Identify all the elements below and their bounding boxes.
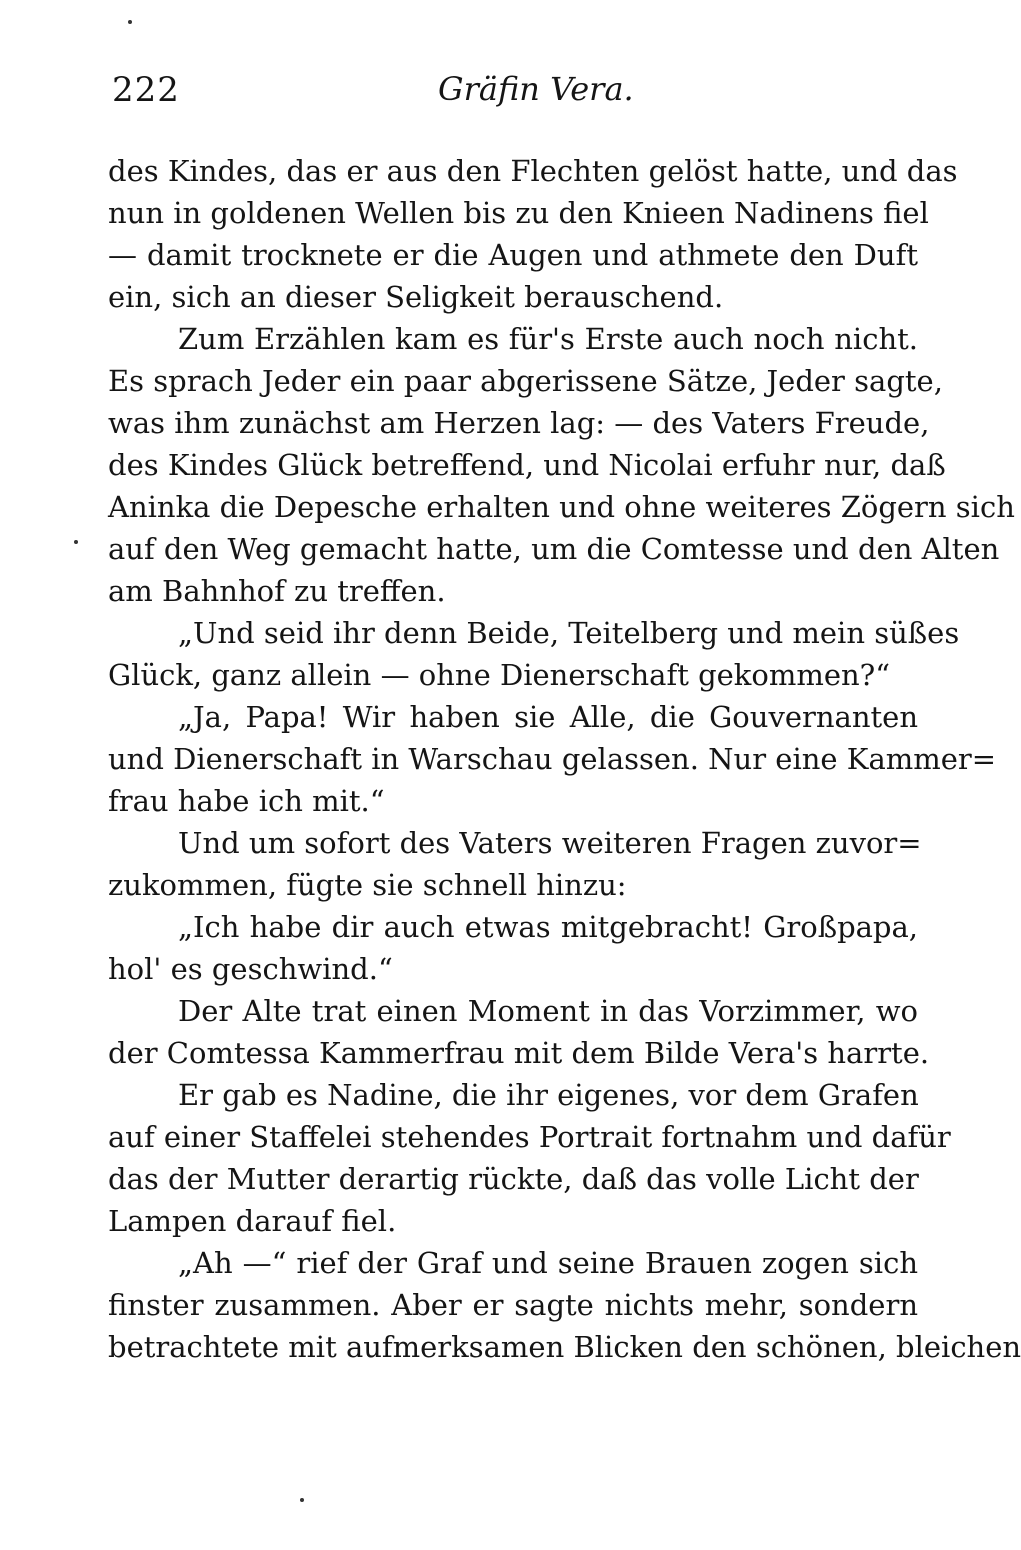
text-line: das der Mutter derartig rückte, daß das volle Licht der bbox=[108, 1162, 919, 1196]
text-line: am Bahnhof zu treffen. bbox=[108, 574, 446, 608]
text-line: Der Alte trat einen Moment in das Vorzimmer, wo bbox=[178, 994, 918, 1028]
paper-speck bbox=[300, 1498, 304, 1502]
page-header bbox=[108, 64, 918, 114]
paper-speck bbox=[128, 20, 132, 24]
text-line: Zum Erzählen kam es für's Erste auch noch nicht. bbox=[178, 322, 918, 356]
text-line: auf den Weg gemacht hatte, um die Comtesse und den Alten bbox=[108, 532, 1000, 566]
text-line: zukommen, fügte sie schnell hinzu: bbox=[108, 868, 627, 902]
text-line: betrachtete mit aufmerksamen Blicken den schönen, bleichen bbox=[108, 1330, 1021, 1364]
text-line: Glück, ganz allein — ohne Dienerschaft gekommen?“ bbox=[108, 658, 891, 692]
body-text bbox=[108, 150, 1021, 1368]
paper-speck bbox=[74, 540, 78, 544]
page-number: 222 bbox=[112, 70, 180, 110]
running-title: Gräfin Vera. bbox=[438, 70, 634, 108]
text-line: Und um sofort des Vaters weiteren Fragen zuvor= bbox=[178, 826, 922, 860]
text-line: des Kindes, das er aus den Flechten gelöst hatte, und das bbox=[108, 154, 958, 188]
text-line: der Comtessa Kammerfrau mit dem Bilde Vera's harrte. bbox=[108, 1036, 930, 1070]
text-line: nun in goldenen Wellen bis zu den Knieen Nadinens fiel bbox=[108, 196, 929, 230]
text-line: Er gab es Nadine, die ihr eigenes, vor dem Grafen bbox=[178, 1078, 919, 1112]
text-line: frau habe ich mit.“ bbox=[108, 784, 385, 818]
text-line: „Ja, Papa! Wir haben sie Alle, die Gouvernanten bbox=[178, 700, 918, 734]
text-line: finster zusammen. Aber er sagte nichts mehr, sondern bbox=[108, 1288, 918, 1322]
text-line: „Ich habe dir auch etwas mitgebracht! Großpapa, bbox=[178, 910, 918, 944]
text-line: des Kindes Glück betreffend, und Nicolai erfuhr nur, daß bbox=[108, 448, 946, 482]
text-line: ein, sich an dieser Seligkeit berauschend. bbox=[108, 280, 724, 314]
text-line: Aninka die Depesche erhalten und ohne weiteres Zögern sich bbox=[108, 490, 1015, 524]
text-line: auf einer Staffelei stehendes Portrait fortnahm und dafür bbox=[108, 1120, 951, 1154]
text-line: was ihm zunächst am Herzen lag: — des Vaters Freude, bbox=[108, 406, 930, 440]
text-line: — damit trocknete er die Augen und athmete den Duft bbox=[108, 238, 918, 272]
text-line: hol' es geschwind.“ bbox=[108, 952, 393, 986]
text-line: und Dienerschaft in Warschau gelassen. Nur eine Kammer= bbox=[108, 742, 997, 776]
text-line: Es sprach Jeder ein paar abgerissene Sätze, Jeder sagte, bbox=[108, 364, 943, 398]
text-line: „Und seid ihr denn Beide, Teitelberg und mein süßes bbox=[178, 616, 960, 650]
text-line: Lampen darauf fiel. bbox=[108, 1204, 397, 1238]
text-line: „Ah —“ rief der Graf und seine Brauen zogen sich bbox=[178, 1246, 918, 1280]
